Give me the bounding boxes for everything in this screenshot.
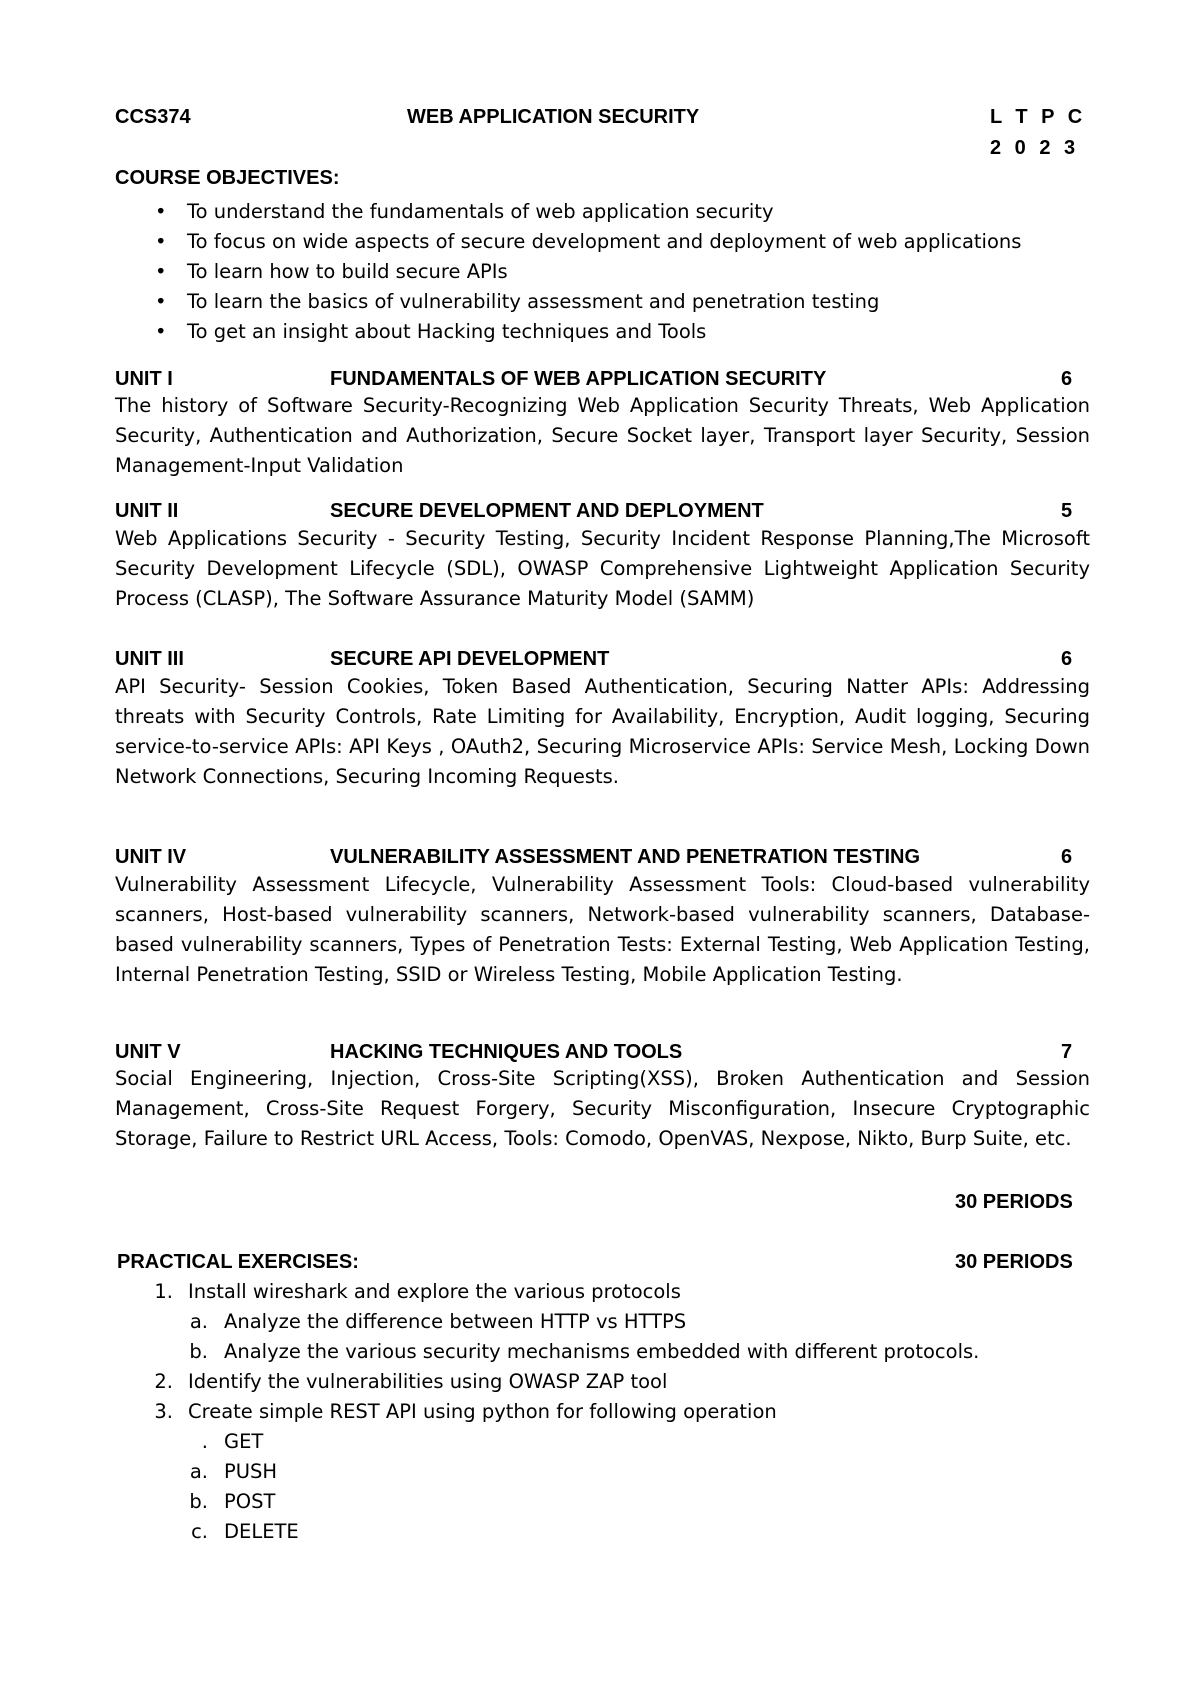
item-text: Install wireshark and explore the various protocols bbox=[188, 1280, 681, 1303]
unit-title: HACKING TECHNIQUES AND TOOLS bbox=[330, 1041, 683, 1063]
unit-hours: 7 bbox=[1061, 1041, 1073, 1063]
item-marker: . bbox=[201, 1430, 208, 1453]
unit-label: UNIT I bbox=[115, 368, 173, 390]
item-text: Identify the vulnerabilities using OWASP ZAP tool bbox=[188, 1370, 668, 1393]
unit-title: SECURE API DEVELOPMENT bbox=[330, 648, 610, 670]
unit-description: Web Applications Security - Security Testing, Security Incident Response Planning,The Microsoft Security Development Lifecycle (SDL), OWASP Comprehensive Lightweight Application Security Process (CLASP), The Software Assurance Maturity Model (SAMM) bbox=[115, 527, 1090, 610]
item-text: Create simple REST API using python for following operation bbox=[188, 1400, 777, 1423]
bullet-icon: • bbox=[155, 230, 167, 253]
ltpc-label: L T P C bbox=[990, 106, 1087, 128]
item-marker: c. bbox=[191, 1520, 208, 1543]
unit-hours: 6 bbox=[1061, 648, 1073, 670]
objective-item bbox=[155, 317, 1155, 347]
item-text: GET bbox=[224, 1430, 264, 1453]
ltpc-values: 2 0 2 3 bbox=[990, 137, 1080, 159]
practical-list bbox=[115, 1277, 1115, 1547]
objective-text: To focus on wide aspects of secure development and deployment of web applications bbox=[187, 230, 1022, 253]
objective-item bbox=[155, 197, 1155, 227]
total-periods: 30 PERIODS bbox=[955, 1191, 1073, 1213]
objectives-heading: COURSE OBJECTIVES: bbox=[115, 167, 340, 189]
practical-heading: PRACTICAL EXERCISES: bbox=[117, 1251, 359, 1273]
item-marker: 2. bbox=[154, 1370, 173, 1393]
unit-title: SECURE DEVELOPMENT AND DEPLOYMENT bbox=[330, 500, 764, 522]
objective-item bbox=[155, 227, 1155, 257]
practical-subitem bbox=[115, 1517, 1115, 1547]
unit-label: UNIT III bbox=[115, 648, 184, 670]
item-marker: b. bbox=[189, 1340, 208, 1363]
unit-description: Social Engineering, Injection, Cross-Site Scripting(XSS), Broken Authentication and Session Management, Cross-Site Request Forgery, Security Misconfiguration, Insecure Cryptographic Storage, Failure to Restrict URL Access, Tools: Comodo, OpenVAS, Nexpose, Nikto, Burp Suite, etc. bbox=[115, 1067, 1090, 1150]
practical-subitem bbox=[115, 1337, 1115, 1367]
item-text: Analyze the various security mechanisms embedded with different protocols. bbox=[224, 1340, 980, 1363]
unit-label: UNIT II bbox=[115, 500, 179, 522]
bullet-icon: • bbox=[155, 200, 167, 223]
item-text: Analyze the difference between HTTP vs HTTPS bbox=[224, 1310, 687, 1333]
practical-subitem bbox=[115, 1487, 1115, 1517]
objective-text: To get an insight about Hacking techniques and Tools bbox=[187, 320, 707, 343]
objective-item bbox=[155, 257, 1155, 287]
practical-item bbox=[115, 1367, 1115, 1397]
objective-text: To learn the basics of vulnerability assessment and penetration testing bbox=[187, 290, 880, 313]
unit-hours: 5 bbox=[1061, 500, 1073, 522]
unit-hours: 6 bbox=[1061, 846, 1073, 868]
practical-periods: 30 PERIODS bbox=[955, 1251, 1073, 1273]
unit-title: FUNDAMENTALS OF WEB APPLICATION SECURITY bbox=[330, 368, 827, 390]
objectives-list bbox=[155, 197, 1155, 347]
practical-item bbox=[115, 1277, 1115, 1307]
practical-item bbox=[115, 1397, 1115, 1427]
unit-heading bbox=[115, 648, 1075, 674]
item-marker: 3. bbox=[154, 1400, 173, 1423]
item-marker: a. bbox=[189, 1310, 208, 1333]
item-text: DELETE bbox=[224, 1520, 299, 1543]
practical-subitem bbox=[115, 1307, 1115, 1337]
unit-description: API Security- Session Cookies, Token Based Authentication, Securing Natter APIs: Addressing threats with Security Controls, Rate Limiting for Availability, Encryption, Audit logging, Securing service-to-service APIs: API Keys , OAuth2, Securing Microservice APIs: Service Mesh, Locking Down Network Connections, Securing Incoming Requests. bbox=[115, 675, 1090, 788]
unit-heading bbox=[115, 846, 1075, 872]
bullet-icon: • bbox=[155, 260, 167, 283]
item-marker: 1. bbox=[154, 1280, 173, 1303]
unit-hours: 6 bbox=[1061, 368, 1073, 390]
unit-description: Vulnerability Assessment Lifecycle, Vulnerability Assessment Tools: Cloud-based vulnerability scanners, Host-based vulnerability scanners, Network-based vulnerability scanners, Database- based vulnerability scanners, Types of Penetration Tests: External Testing, Web Application Testing, Internal Penetration Testing, SSID or Wireless Testing, Mobile Application Testing. bbox=[115, 873, 1090, 986]
unit-heading bbox=[115, 500, 1075, 526]
bullet-icon: • bbox=[155, 320, 167, 343]
course-title: WEB APPLICATION SECURITY bbox=[407, 106, 700, 128]
item-text: PUSH bbox=[224, 1460, 278, 1483]
practical-subitem bbox=[115, 1427, 1115, 1457]
course-code: CCS374 bbox=[115, 106, 191, 128]
unit-label: UNIT IV bbox=[115, 846, 187, 868]
unit-label: UNIT V bbox=[115, 1041, 181, 1063]
item-marker: b. bbox=[189, 1490, 208, 1513]
item-text: POST bbox=[224, 1490, 276, 1513]
practical-subitem bbox=[115, 1457, 1115, 1487]
objective-text: To learn how to build secure APIs bbox=[187, 260, 508, 283]
item-marker: a. bbox=[189, 1460, 208, 1483]
objective-text: To understand the fundamentals of web application security bbox=[187, 200, 774, 223]
unit-description: The history of Software Security-Recognizing Web Application Security Threats, Web Application Security, Authentication and Authorization, Secure Socket layer, Transport layer Security, Session Management-Input Validation bbox=[115, 394, 1090, 477]
unit-title: VULNERABILITY ASSESSMENT AND PENETRATION TESTING bbox=[330, 846, 921, 868]
objective-item bbox=[155, 287, 1155, 317]
bullet-icon: • bbox=[155, 290, 167, 313]
